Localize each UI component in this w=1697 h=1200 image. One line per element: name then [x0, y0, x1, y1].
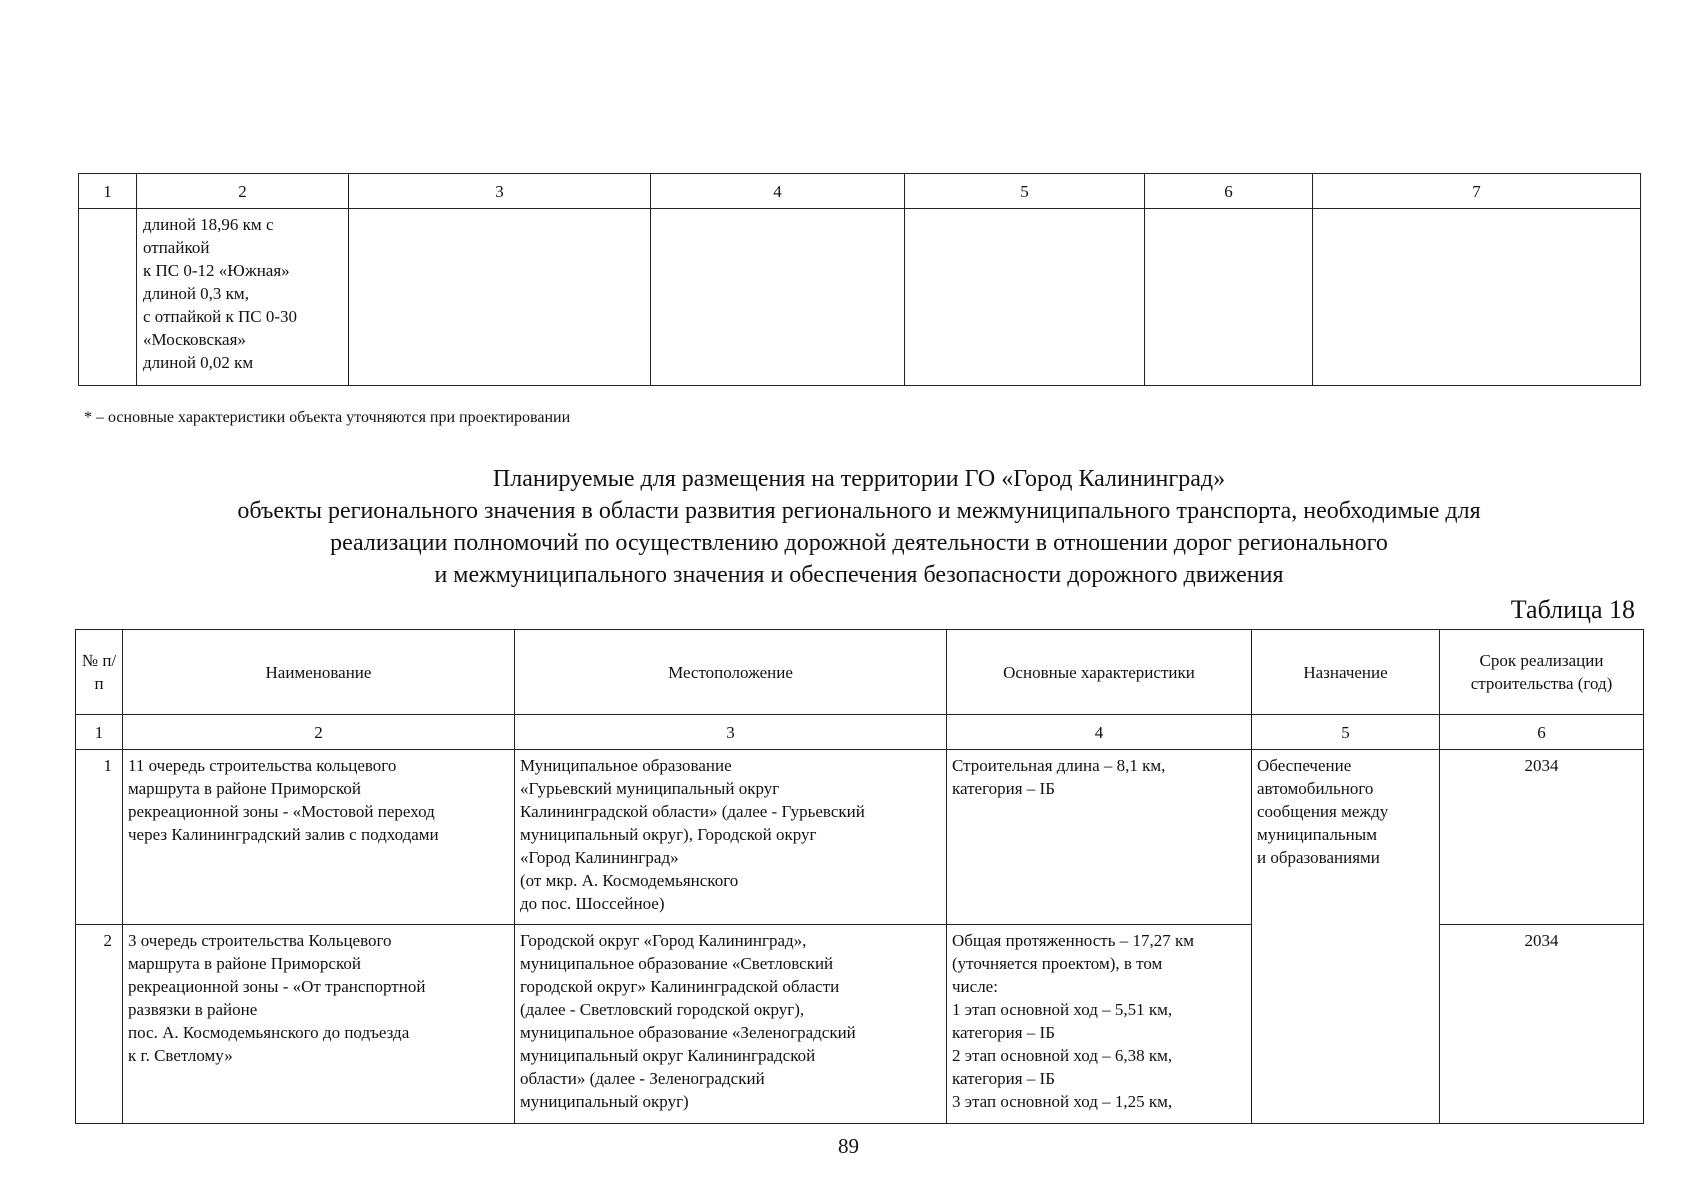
- text-line: городской округ» Калининградской области: [520, 977, 840, 996]
- column-number: 3: [515, 715, 947, 750]
- table-cell: [905, 209, 1145, 386]
- column-header-purpose: Назначение: [1252, 630, 1440, 715]
- text-line: рекреационной зоны - «Мостовой переход: [128, 802, 435, 821]
- column-number: 5: [1252, 715, 1440, 750]
- column-number: 6: [1145, 174, 1313, 209]
- characteristics-cell: [947, 925, 1252, 1124]
- main-table-header: [76, 630, 1644, 715]
- column-number: 5: [905, 174, 1145, 209]
- table-cell: [1313, 209, 1641, 386]
- text-line: Общая протяженность – 17,27 км: [952, 931, 1194, 950]
- text-line: «Гурьевский муниципальный округ: [520, 779, 780, 798]
- continuation-table: [78, 173, 1641, 386]
- continuation-table-header: [79, 174, 1641, 209]
- purpose-cell: [1252, 750, 1440, 1124]
- text-line: развязки в районе: [128, 1000, 258, 1019]
- page-number: 89: [838, 1134, 859, 1158]
- column-number-row: [76, 715, 1644, 750]
- text-line: длиной 18,96 км с: [143, 215, 274, 234]
- table-cell: [79, 209, 137, 386]
- text-line: категория – IБ: [952, 1023, 1055, 1042]
- text-line: (далее - Светловский городской округ),: [520, 1000, 805, 1019]
- text-line: числе:: [952, 977, 998, 996]
- text-line: с отпайкой к ПС 0-30: [143, 307, 298, 326]
- heading-line: реализации полномочий по осуществлению дорожной деятельности в отношении дорог регионального: [330, 530, 1388, 556]
- text-line: «Город Калининград»: [520, 848, 679, 867]
- text-line: к г. Светлому»: [128, 1046, 233, 1065]
- table-row: [76, 750, 1644, 925]
- text-line: 3 этап основной ход – 1,25 км,: [952, 1092, 1173, 1111]
- column-header-year: Срок реализации строительства (год): [1440, 630, 1644, 715]
- location-cell: [515, 925, 947, 1124]
- column-number: 1: [76, 715, 123, 750]
- text-line: рекреационной зоны - «От транспортной: [128, 977, 426, 996]
- text-line: Городской округ «Город Калининград»,: [520, 931, 807, 950]
- footnote: * – основные характеристики объекта уточняются при проектировании: [84, 409, 571, 426]
- text-line: через Калининградский залив с подходами: [128, 825, 439, 844]
- location-cell: [515, 750, 947, 925]
- main-table: [75, 629, 1644, 1124]
- text-line: области» (далее - Зеленоградский: [520, 1069, 765, 1088]
- text-line: сообщения между: [1257, 802, 1389, 821]
- text-line: 11 очередь строительства кольцевого: [128, 756, 397, 775]
- text-line: муниципальное образование «Светловский: [520, 954, 834, 973]
- heading-line: Планируемые для размещения на территории ГО «Город Калининград»: [492, 466, 1226, 492]
- text-line: маршрута в районе Приморской: [128, 779, 361, 798]
- column-header-characteristics: Основные характеристики: [947, 630, 1252, 715]
- column-number: 4: [947, 715, 1252, 750]
- row-number: 2: [76, 925, 123, 1124]
- text-line: 2 этап основной ход – 6,38 км,: [952, 1046, 1173, 1065]
- object-name-cell: [123, 750, 515, 925]
- column-number: 6: [1440, 715, 1644, 750]
- text-line: муниципальный округ), Городской округ: [520, 825, 817, 844]
- text-line: Строительная длина – 8,1 км,: [952, 756, 1166, 775]
- heading-line: объекты регионального значения в области развития регионального и межмуниципального транспорта, необходимые для: [237, 498, 1481, 524]
- text-line: пос. А. Космодемьянского до подъезда: [128, 1023, 410, 1042]
- column-number: 2: [123, 715, 515, 750]
- text-line: Калининградской области» (далее - Гурьевский: [520, 802, 865, 821]
- text-line: «Московская»: [143, 330, 246, 349]
- text-line: муниципальным: [1257, 825, 1377, 844]
- table-row: [79, 209, 1641, 386]
- text-line: муниципальный округ): [520, 1092, 689, 1111]
- heading-line: и межмуниципального значения и обеспечения безопасности дорожного движения: [434, 562, 1284, 588]
- table-cell: [651, 209, 905, 386]
- text-line: длиной 0,02 км: [143, 353, 254, 372]
- column-number: 2: [137, 174, 349, 209]
- text-line: категория – IБ: [952, 1069, 1055, 1088]
- text-line: до пос. Шоссейное): [520, 894, 665, 913]
- column-header-number: № п/п: [76, 630, 123, 715]
- text-line: 1 этап основной ход – 5,51 км,: [952, 1000, 1173, 1019]
- text-line: отпайкой: [143, 238, 210, 257]
- text-line: маршрута в районе Приморской: [128, 954, 361, 973]
- column-number: 3: [349, 174, 651, 209]
- text-line: 3 очередь строительства Кольцевого: [128, 931, 392, 950]
- table-label: Таблица 18: [1510, 595, 1635, 624]
- table-cell: [349, 209, 651, 386]
- text-line: Обеспечение: [1257, 756, 1352, 775]
- text-line: к ПС 0-12 «Южная»: [143, 261, 290, 280]
- column-header-location: Местоположение: [515, 630, 947, 715]
- row-number: 1: [76, 750, 123, 925]
- text-line: категория – IБ: [952, 779, 1055, 798]
- text-line: автомобильного: [1257, 779, 1374, 798]
- characteristics-cell: [947, 750, 1252, 925]
- section-heading: [78, 463, 1640, 591]
- object-name-cell: [123, 925, 515, 1124]
- text-line: Муниципальное образование: [520, 756, 732, 775]
- column-number: 7: [1313, 174, 1641, 209]
- text-line: муниципальный округ Калининградской: [520, 1046, 816, 1065]
- column-number: 1: [79, 174, 137, 209]
- text-line: и образованиями: [1257, 848, 1380, 867]
- column-header-name: Наименование: [123, 630, 515, 715]
- text-line: длиной 0,3 км,: [143, 284, 249, 303]
- text-line: (от мкр. А. Космодемьянского: [520, 871, 739, 890]
- text-line: муниципальное образование «Зеленоградский: [520, 1023, 856, 1042]
- text-line: (уточняется проектом), в том: [952, 954, 1163, 973]
- object-description-cell: [137, 209, 349, 386]
- column-number: 4: [651, 174, 905, 209]
- table-cell: [1145, 209, 1313, 386]
- year-cell: 2034: [1440, 750, 1644, 925]
- year-cell: 2034: [1440, 925, 1644, 1124]
